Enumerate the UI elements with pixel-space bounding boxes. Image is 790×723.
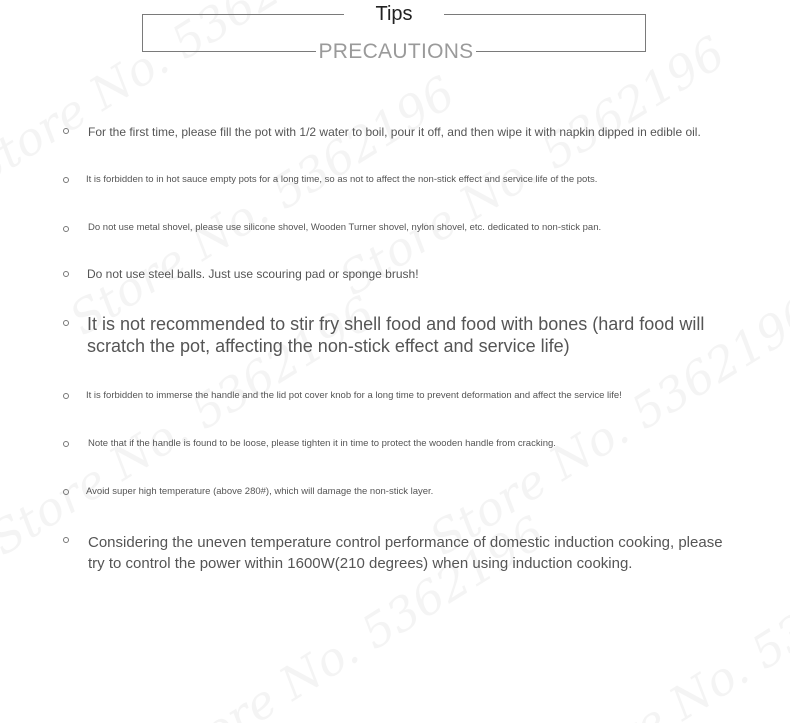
bullet-icon (63, 320, 69, 326)
precaution-text: It is not recommended to stir fry shell food and food with bones (hard food will scratch the pot, affecting the non-stick effect and service life) (87, 314, 705, 356)
bullet-icon (63, 393, 69, 399)
precaution-text: It is forbidden to immerse the handle and the lid pot cover knob for a long time to prevent deformation and affect the service life! (86, 390, 622, 401)
precaution-text: For the first time, please fill the pot with 1/2 water to boil, pour it off, and then wipe it with napkin dipped in edible oil. (88, 125, 701, 139)
bullet-icon (63, 177, 69, 183)
watermark-text (60, 65, 464, 345)
precaution-text: Considering the uneven temperature control performance of domestic induction cooking, please try to control the power within 1600W(210 degrees) when using induction cooking. (88, 534, 723, 572)
precautions-heading: PRECAUTIONS (316, 40, 476, 64)
precaution-text: Avoid super high temperature (above 280#), which will damage the non-stick layer. (86, 486, 434, 497)
precaution-text: Do not use metal shovel, please use silicone shovel, Wooden Turner shovel, nylon shovel, etc. dedicated to non-stick pan. (88, 222, 602, 233)
watermark-text (330, 25, 734, 305)
bullet-icon (63, 128, 69, 134)
bullet-icon (63, 441, 69, 447)
bullet-icon (63, 226, 69, 232)
bullet-icon (63, 271, 69, 277)
precaution-text: Note that if the handle is found to be loose, please tighten it in time to protect the wooden handle from cracking. (88, 438, 556, 449)
tips-heading: Tips (344, 2, 444, 26)
precaution-text: It is forbidden to in hot sauce empty pots for a long time, so as not to affect the non-stick effect and service life of the pots. (86, 174, 598, 185)
bullet-icon (63, 489, 69, 495)
bullet-icon (63, 537, 69, 543)
precaution-text: Do not use steel balls. Just use scouring pad or sponge brush! (87, 267, 419, 281)
